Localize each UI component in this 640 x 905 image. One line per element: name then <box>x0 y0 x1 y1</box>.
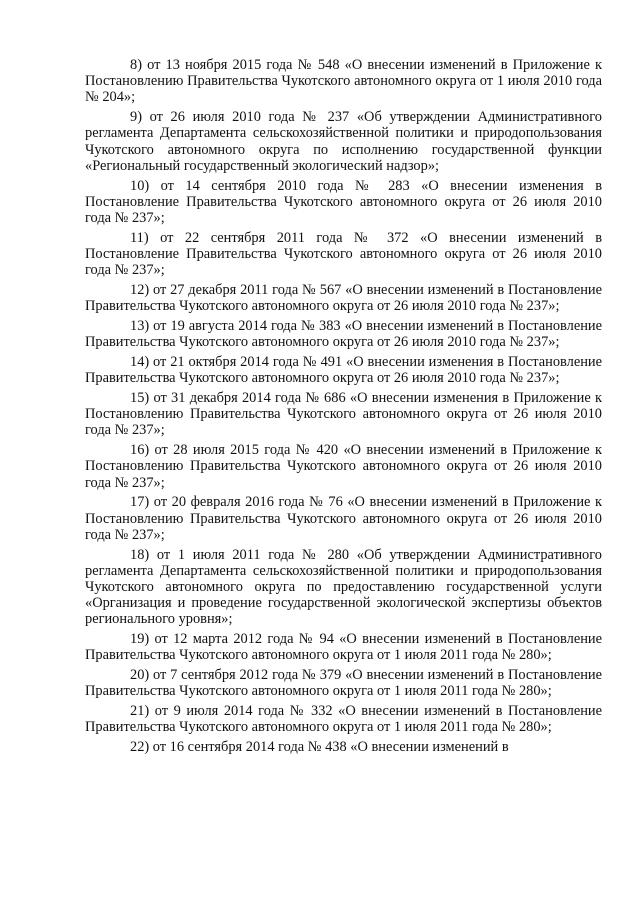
list-item: 8) от 13 ноября 2015 года № 548 «О внесении изменений в Приложение к Постановлению Правительства Чукотского автономного округа от 1 июля 2010 года № 204»; <box>85 57 602 106</box>
list-item: 11) от 22 сентября 2011 года № 372 «О внесении изменений в Постановление Правительства Чукотского автономного округа от 26 июля 2010 года № 237»; <box>85 229 602 279</box>
list-item: 9) от 26 июля 2010 года № 237 «Об утверждении Административного регламента Департамента сельскохозяйственной политики и природопользования Чукотского автономного округа по исполнению государственной функции «Региональный государственный экологический надзор»; <box>85 109 602 174</box>
document-body <box>85 57 602 759</box>
list-item: 10) от 14 сентября 2010 года № 283 «О внесении изменения в Постановление Правительства Чукотского автономного округа от 26 июля 2010 года № 237»; <box>85 177 602 227</box>
list-item: 12) от 27 декабря 2011 года № 567 «О внесении изменений в Постановление Правительства Чукотского автономного округа от 26 июля 2010 года № 237»; <box>85 282 602 315</box>
list-item: 13) от 19 августа 2014 года № 383 «О внесении изменений в Постановление Правительства Чукотского автономного округа от 26 июля 2010 года № 237»; <box>85 318 602 351</box>
list-item: 20) от 7 сентября 2012 года № 379 «О внесении изменений в Постановление Правительства Чукотского автономного округа от 1 июля 2011 года № 280»; <box>85 667 602 700</box>
list-item: 22) от 16 сентября 2014 года № 438 «О внесении изменений в <box>130 739 509 756</box>
list-item: 21) от 9 июля 2014 года № 332 «О внесении изменений в Постановление Правительства Чукотского автономного округа от 1 июля 2011 года № 280»; <box>85 703 602 736</box>
list-item: 14) от 21 октября 2014 года № 491 «О внесении изменения в Постановление Правительства Чукотского автономного округа от 26 июля 2010 года № 237»; <box>85 354 602 387</box>
list-item: 15) от 31 декабря 2014 года № 686 «О внесении изменения в Приложение к Постановлению Правительства Чукотского автономного округа от 26 июля 2010 года № 237»; <box>85 390 602 439</box>
list-item: 17) от 20 февраля 2016 года № 76 «О внесении изменений в Приложение к Постановлению Правительства Чукотского автономного округа от 26 июля 2010 года № 237»; <box>85 494 602 543</box>
list-item: 19) от 12 марта 2012 года № 94 «О внесении изменений в Постановление Правительства Чукотского автономного округа от 1 июля 2011 года № 280»; <box>85 631 602 664</box>
list-item: 18) от 1 июля 2011 года № 280 «Об утверждении Административного регламента Департамента сельскохозяйственной политики и природопользования Чукотского автономного округа по предоставлению государственной услуги «Организация и проведение государственной экологической экспертизы объектов регионального уровня»; <box>85 546 602 628</box>
list-item: 16) от 28 июля 2015 года № 420 «О внесении изменений в Приложение к Постановлению Правительства Чукотского автономного округа от 26 июля 2010 года № 237»; <box>85 442 602 491</box>
